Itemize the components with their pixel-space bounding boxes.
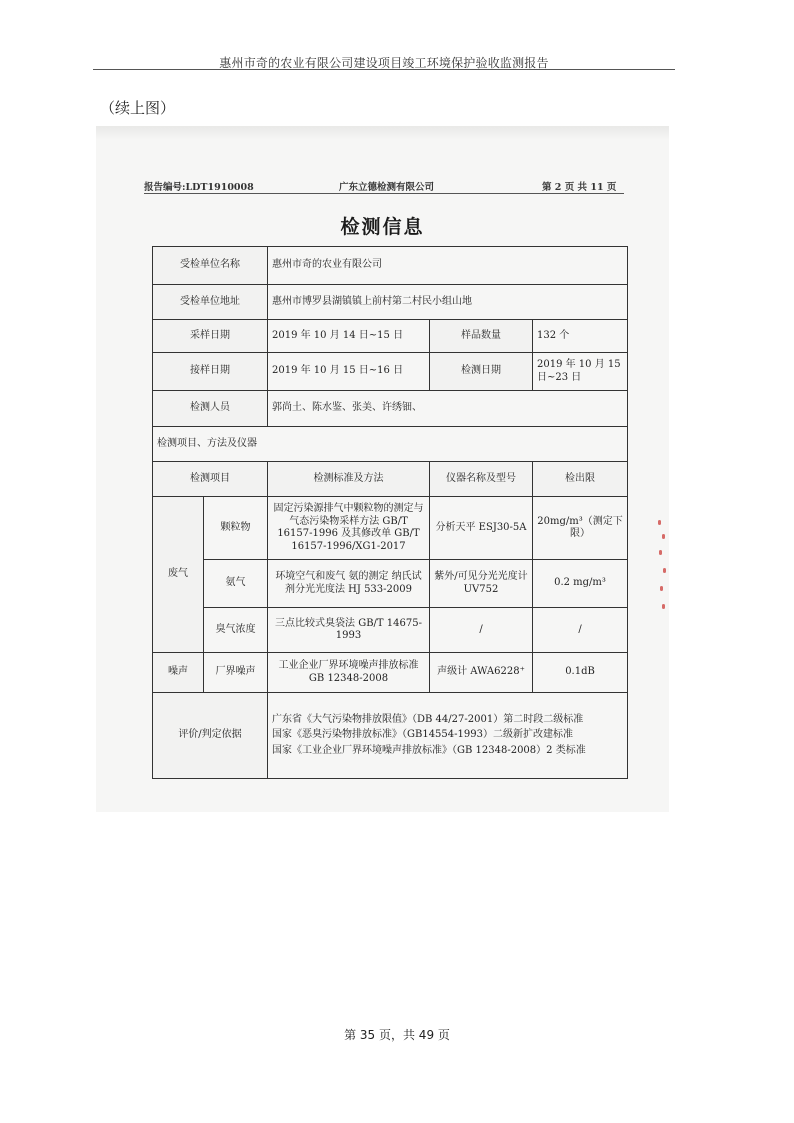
evaluation-label: 评价/判定依据	[153, 693, 268, 779]
personnel-label: 检测人员	[153, 391, 268, 427]
table-row	[153, 427, 628, 462]
column-header: 检测项目	[153, 462, 268, 497]
waste-gas-label: 废气	[153, 497, 204, 653]
lab-company: 广东立德检测有限公司	[339, 182, 435, 193]
test-date-label: 检测日期	[430, 353, 533, 391]
table-row	[153, 560, 628, 608]
table-row	[153, 391, 628, 427]
test-info-table	[152, 246, 628, 779]
table-row	[153, 497, 628, 560]
address-label: 受检单位地址	[153, 285, 268, 320]
column-header: 仪器名称及型号	[430, 462, 533, 497]
scan-page-info: 第 2 页 共 11 页	[542, 182, 617, 193]
address-value: 惠州市博罗县湖镇镇上前村第二村民小组山地	[268, 285, 628, 320]
page-footer: 第 35 页，共 49 页	[344, 1028, 450, 1042]
header-rule	[93, 69, 675, 70]
client-value: 惠州市奇的农业有限公司	[268, 247, 628, 285]
table-row	[153, 320, 628, 353]
test-method: 固定污染源排气中颗粒物的测定与气态污染物采样方法 GB/T 16157-1996 及其修改单 GB/T 16157-1996/XG1-2017	[268, 497, 430, 560]
detection-limit: /	[533, 608, 628, 653]
test-item: 厂界噪声	[204, 653, 268, 693]
test-method: 三点比较式臭袋法 GB/T 14675-1993	[268, 608, 430, 653]
column-header: 检测标准及方法	[268, 462, 430, 497]
table-header-row	[153, 462, 628, 497]
table-row	[153, 608, 628, 653]
receive-date-label: 接样日期	[153, 353, 268, 391]
test-method: 工业企业厂界环境噪声排放标准 GB 12348-2008	[268, 653, 430, 693]
test-date-value: 2019 年 10 月 15 日~23 日	[533, 353, 628, 391]
sampling-date-value: 2019 年 10 月 14 日~15 日	[268, 320, 430, 353]
table-row	[153, 693, 628, 779]
report-number: 报告编号:LDT1910008	[144, 182, 254, 193]
evaluation-item: 广东省《大气污染物排放限值》（DB 44/27-2001）第二时段二级标准	[272, 713, 584, 725]
detection-limit: 0.2 mg/m³	[533, 560, 628, 608]
table-row	[153, 285, 628, 320]
column-header: 检出限	[533, 462, 628, 497]
table-row	[153, 653, 628, 693]
noise-label: 噪声	[153, 653, 204, 693]
scan-header-rule	[144, 193, 624, 194]
test-instrument: 声级计 AWA6228⁺	[430, 653, 533, 693]
evaluation-item: 国家《恶臭污染物排放标准》（GB14554-1993）二级新扩改建标准	[272, 729, 573, 741]
section-label: 检测项目、方法及仪器	[153, 427, 628, 462]
test-method: 环境空气和废气 氨的测定 纳氏试剂分光光度法 HJ 533-2009	[268, 560, 430, 608]
scanned-report-page	[96, 126, 669, 812]
test-item: 臭气浓度	[204, 608, 268, 653]
evaluation-item: 国家《工业企业厂界环境噪声排放标准》（GB 12348-2008）2 类标准	[272, 744, 586, 756]
personnel-value: 郭尚土、陈水鉴、张美、许绣钿、	[268, 391, 628, 427]
sampling-date-label: 采样日期	[153, 320, 268, 353]
page-header: 惠州市奇的农业有限公司建设项目竣工环境保护验收监测报告	[219, 56, 549, 70]
detection-limit: 20mg/m³（测定下限）	[533, 497, 628, 560]
document-title: 检测信息	[340, 216, 425, 238]
test-instrument: /	[430, 608, 533, 653]
red-seal-fragment	[656, 520, 670, 615]
test-instrument: 分析天平 ESJ30-5A	[430, 497, 533, 560]
detection-limit: 0.1dB	[533, 653, 628, 693]
sample-count-label: 样品数量	[430, 320, 533, 353]
table-row	[153, 247, 628, 285]
test-item: 氨气	[204, 560, 268, 608]
table-row	[153, 353, 628, 391]
sample-count-value: 132 个	[533, 320, 628, 353]
receive-date-value: 2019 年 10 月 15 日~16 日	[268, 353, 430, 391]
scan-shadow	[96, 126, 669, 140]
test-instrument: 紫外/可见分光光度计 UV752	[430, 560, 533, 608]
continued-label: （续上图）	[100, 99, 176, 117]
evaluation-standards	[268, 693, 628, 779]
test-item: 颗粒物	[204, 497, 268, 560]
client-label: 受检单位名称	[153, 247, 268, 285]
